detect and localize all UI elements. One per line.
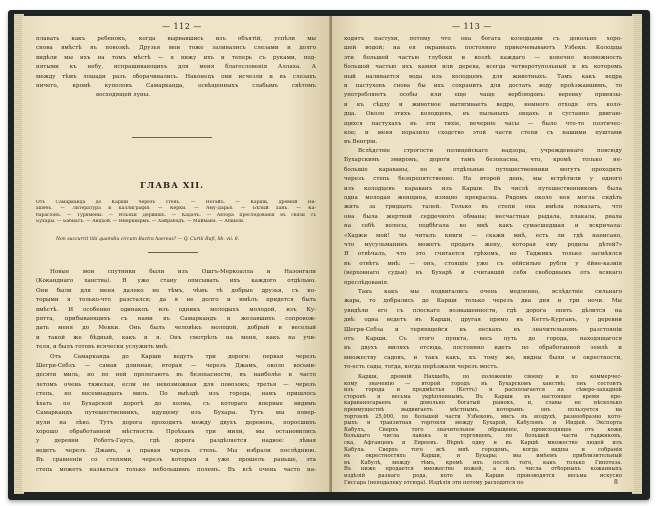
text-line: множеству садовъ, и такъ какъ, къ тому же, видны были и окрестности, [344,354,622,361]
text-line: отъ Карши. Съ этого пункта, весь путь до города, находящагося [344,336,622,343]
text-line: плавать какъ ребенокъ, когда вырвавшись изъ объятій, успѣли мы [36,36,316,42]
text-line: большаго числа лавокъ и торговцевъ, по большей части таджиковъ, [344,433,622,440]
text-line: Новые мои спутники были изъ Ошгъ-Меркоалла и Назонгали [50,269,316,275]
text-line: щихся пастухахъ въ эти тихіе, вечерніе часы — было что-то поэтичес- [344,120,622,127]
text-line: двѣ: одна ведетъ въ Карши, другая прямо въ Кеттъ-Курганъ, у деревни [344,317,622,324]
text-line: кое; и меня поразило сходство этой части степи съ нашими пуштами [344,130,622,137]
text-line: Бухарскимъ эмиромъ, дороги тамъ безопасны, что, кромѣ только не- [344,157,622,164]
right-paragraph-2 [344,147,622,288]
text-line: въ отвѣтъ мнѣ: — онъ, стоящіе уже съ еёйсилью рубля у ёйне-казиія [344,260,622,267]
text-line: торыми я только-что разстался; да я не долго и имѣлъ придется быть [36,297,316,304]
text-line: кому значенію — второй городъ въ Бухарскомъ ханствѣ; онъ состоитъ [344,380,622,387]
text-line: теля, и былъ готовъ всячески услужить мнѣ. [36,344,169,351]
text-line: снова вмѣстѣ въ повозкѣ. Друзья мои тоже заливались слезами и долго [36,45,316,52]
text-line: ска, Афганцевъ и Евреевъ. Вѣрнѣ одну и въ Каршѣ множество людей изъ [344,439,622,446]
epigraph-divider [148,252,198,253]
text-line: нятыми къ небу, испрашивающихъ для меня благословенія Аллаха. А [36,64,316,71]
text-line: торговлѣ 25,000, по большей части Узбековъ, мисъ въ воздухѣ, разнообразно кото- [344,413,622,420]
text-line: Кабулъ, Сверхъ того значительное обращеніе, происходящее отъ кожи [344,426,622,433]
text-line: ный наливается вода изъ колодцевъ для животныхъ. Тамъ какъ ведра [344,73,622,80]
text-line: видѣли мы ихъ на томъ мѣстѣ — я вижу ихъ и теперь съ руками, под- [36,54,316,61]
text-line: Гиссара (неподалеку отсюда). Издѣлія эти потому расходятся по [344,479,524,486]
left-body-text [36,268,316,475]
text-line: употребляютъ особы или еще чаще верблюдовъ: веревку привязы- [344,92,622,99]
text-line: увидѣли его съ плоскаго возвышенности, гдѣ дорога опять дѣлится на [344,307,622,314]
text-line: Такъ какъ мы подвигались очень медленно, вслѣдствіе сильнаго [358,289,622,295]
text-line: и такой же бѣдный, какъ и я. Онъ смотрѣлъ на меня, какъ на учи- [36,334,316,341]
right-page-number: — 113 — [452,22,492,31]
text-line: Самаркандъ путешественникъ, идущему изъ Бухары. Тутъ мы повер- [36,410,316,417]
text-line: въ окрестностяхъ Карши, и Бухары; мы имѣемъ приблизительный [344,453,622,460]
right-page [332,16,634,492]
left-top-paragraph [36,35,316,101]
text-line: Въ сравненіи со степями, черезъ которыя я уже прошелъ раньше, эта [36,457,316,464]
text-line: Вслѣдствіе строгости полицейскаго надзора, учрежденнаго повсюду [358,148,622,154]
summary-line: барагіонъ. — Туркмены. — Ильяхи Дервишъ. — Кадачъ. — Автора преследованія въ связи съ [36,212,316,218]
text-line: большіе караваны, но и отдѣльные путешественники могутъ проходить [344,166,622,173]
chapter-heading: ГЛАВА XII. [140,180,205,190]
right-paragraph-4 [344,374,622,486]
text-line: Шегри-Себза и теряющейся въ пескахъ въ значительномъ разстояніи [344,326,622,333]
text-line: изъ города и предмѣстья (Кеттъ) и располагается на сѣверо-западной [344,387,622,394]
text-line: восходящей луны. [96,92,150,99]
summary-line: Отъ Самарканда до Карши черезъ степь. — Ногайъ. — Карши, древній На- [36,200,316,205]
left-page [22,16,330,492]
text-line: и къ сѣдлу и животное вытягиваетъ ведро, немного отходя отъ коло- [344,101,622,108]
text-line: (Коканднаго ханства). Я уже стану описывать ихъ каждого отдѣльно. [36,278,316,285]
text-line: ничего, кромѣ куполовъ Самарканда, освѣщенныхъ слабымъ свѣтомъ [36,83,316,90]
text-line: хорошо обработанной мѣстности. Проѣхавъ три мили, мы остановились [36,428,316,435]
text-line: Они были для меня далеко не тѣмъ, чѣмъ тѣ добрые друзья, съ ко- [36,287,316,294]
left-page-number: — 112 — [162,22,202,31]
text-line: летомъ очень тяжелая, если не невозможная для повозокъ; третья — черезъ [36,381,316,388]
text-line: вмѣстѣ. И особенно одинаклъ изъ одникъ молодыхъ молодой, изъ Ку- [36,306,316,313]
text-line: издѣлій разнаго рода, кото въ Карши производятся весьма искусно [344,472,622,479]
text-line: (верховнаго судьи) въ Бухарѣ и считавшій себя свободнымъ отъ всякаго [344,270,622,277]
text-line: рятта, прибывающихъ съ нами въ Самаркандъ и желавшихъ сопровож- [36,316,316,323]
text-line: она была жертвой сердечного обмана; несчастная рыдала, плакала, рвала [344,213,622,220]
epigraph-quote: Non succurrit tibi quamdiu circum Bactra haereas? — Q. Curtii Rufi, lib. vii. 8. [56,237,240,242]
text-line: шей водой; на ея окраинахъ постоянно прикочевываютъ Узбеки. Колодцы [344,45,622,52]
text-line: десяти миль, но по ней пролегаютъ въ безопасности, въ наиболѣе и часто [36,372,316,379]
text-line: эти большей частью глубоки и возлѣ каждаго — конечно возможность [344,54,622,61]
text-line: у деревни Роботъ-Гаусъ, гдѣ дорога раздѣляется надвое: лѣвая [36,438,316,445]
text-line: въ Кабулѣ, между тѣмъ, кромѣ ихъ послѣ того, какъ только Гипотеза. [344,459,622,466]
text-line: жара, то добрались до Карши только черезъ два дня и три ночи. Мы [344,298,622,305]
text-line: ведетъ черезъ Джамъ, а правая черезъ степь. Мы избрали послѣднюю. [36,447,316,454]
text-line: на себѣ волосы, подбѣгала ко мнѣ какъ сумасшедшая и вскричала: [344,223,622,230]
text-line: въ Венгріи. [344,139,378,146]
text-line: черезъ степь безпрепятственно. На второй день, мы встрѣтили у одного [344,176,622,183]
text-line: преимуществѣ выдвигаетъ мѣстнымъ, которымъ онъ пользуется на [344,406,622,413]
right-paragraph-1 [344,35,622,148]
text-line: ходятъ пастухи, потому что она богата колодцами съ довольно хоро- [344,36,622,42]
text-line: дать меня до Мекки. Онъ былъ человѣкъ молодой, добрый и веселый [36,325,316,332]
text-line: «Хаджи мой! ты читалъ книги — скажи мнѣ, есть ли гдѣ написано, [344,232,622,239]
section-divider [132,137,212,138]
text-line: рыхъ и транзитная торговля между Бухарой, Кабуломъ и Индіей. Экспорта [344,420,622,427]
text-line: караваносараевъ и довольно богатый рынокъ, и, славы не нѣсколько [344,400,622,407]
text-line: Кабула. Сверхъ того всѣ мнѣ городомъ, когда видны и собранія [344,446,622,453]
text-line: дца. Около этихъ колодцевъ, въ пыльныхъ овцахъ и сустанно двигаю- [344,111,622,118]
text-line: Шегри-Себзъ — самая длинная; вторая — черезъ Джамъ, около восьми- [36,363,316,370]
text-line: что мусульманинъ можетъ продать жену, которая ему родила дѣтей?» [344,242,622,249]
text-line: степь, но восемнадцать миль. По выѣздѣ изъ города, намъ пришлось [36,391,316,398]
text-line: Отъ Самарканда до Карши ведутъ три дороги: первая черезъ [50,353,316,360]
summary-line: хшебъ. — Литература и каллиграфія. — Керки. — Аму-Дарья. — Бѣлый ханъ. — Ка- [36,206,316,212]
text-line: то-есть сады, тогда, когда перѣзжали черезъ мостъ. [344,364,499,371]
right-paragraph-3 [344,288,622,373]
summary-line: Бухары. — Бабиатъ. — Андхой. — Инерквэрмъ. — Хайрабадъ. — Майманэ. — Апкили. [36,219,245,225]
text-line: Въ ниже продается множество ножей, а изъ числа отборныхъ кожанныхъ [344,466,622,473]
text-line: сторонѣ и весьма укрѣпленнымъ. Въ Карши въ настоящее время пре- [344,393,622,400]
text-line: между тѣмъ лошади разъ оборачивались. Наконецъ они исчезли и въ слезахъ [36,73,316,80]
text-line: въ двухъ миляхъ отсюда, постоянно идетъ по обработанной землѣ и [344,345,622,352]
text-line: преслѣдованія. [344,279,389,286]
text-line: и пастуховъ снова бы ихъ сохранить для достать воду проѣзжавшимъ, то [344,83,622,90]
text-line: большой частью ихъ камня или дерева, всегда четверотупольный и въ которомъ [344,64,622,71]
text-line: жить за тридцать талей. Только въ степи она имѣла показать, что [344,204,622,211]
text-line: Я отвѣчалъ, что это считается грѣхомъ, но Таджикъ только засмѣялся [344,251,622,258]
text-line: изъ колодцевъ караванъ изъ Карши. Въ числѣ путешественниковъ была [344,185,622,192]
text-line: нули на лѣво. Тутъ дорога проходитъ между двухъ деревень, поросшихъ [36,419,316,426]
text-line: степь можетъ назваться только небольшимъ полемъ. Въ всѣ очень часто на- [36,466,316,473]
text-line: ѣхать по Бухарской дорогѣ до холма, съ котораго впервые видимъ [36,400,316,407]
chapter-summary [36,200,316,226]
text-line: Карши, древній Нахшебъ, по положенію своему и по коммерчес- [358,374,622,380]
signature-mark: 8 [614,479,618,486]
text-line: одна молодая женщина, изящно прекрасна. Рядомъ около нея могла сидѣть [344,195,622,202]
